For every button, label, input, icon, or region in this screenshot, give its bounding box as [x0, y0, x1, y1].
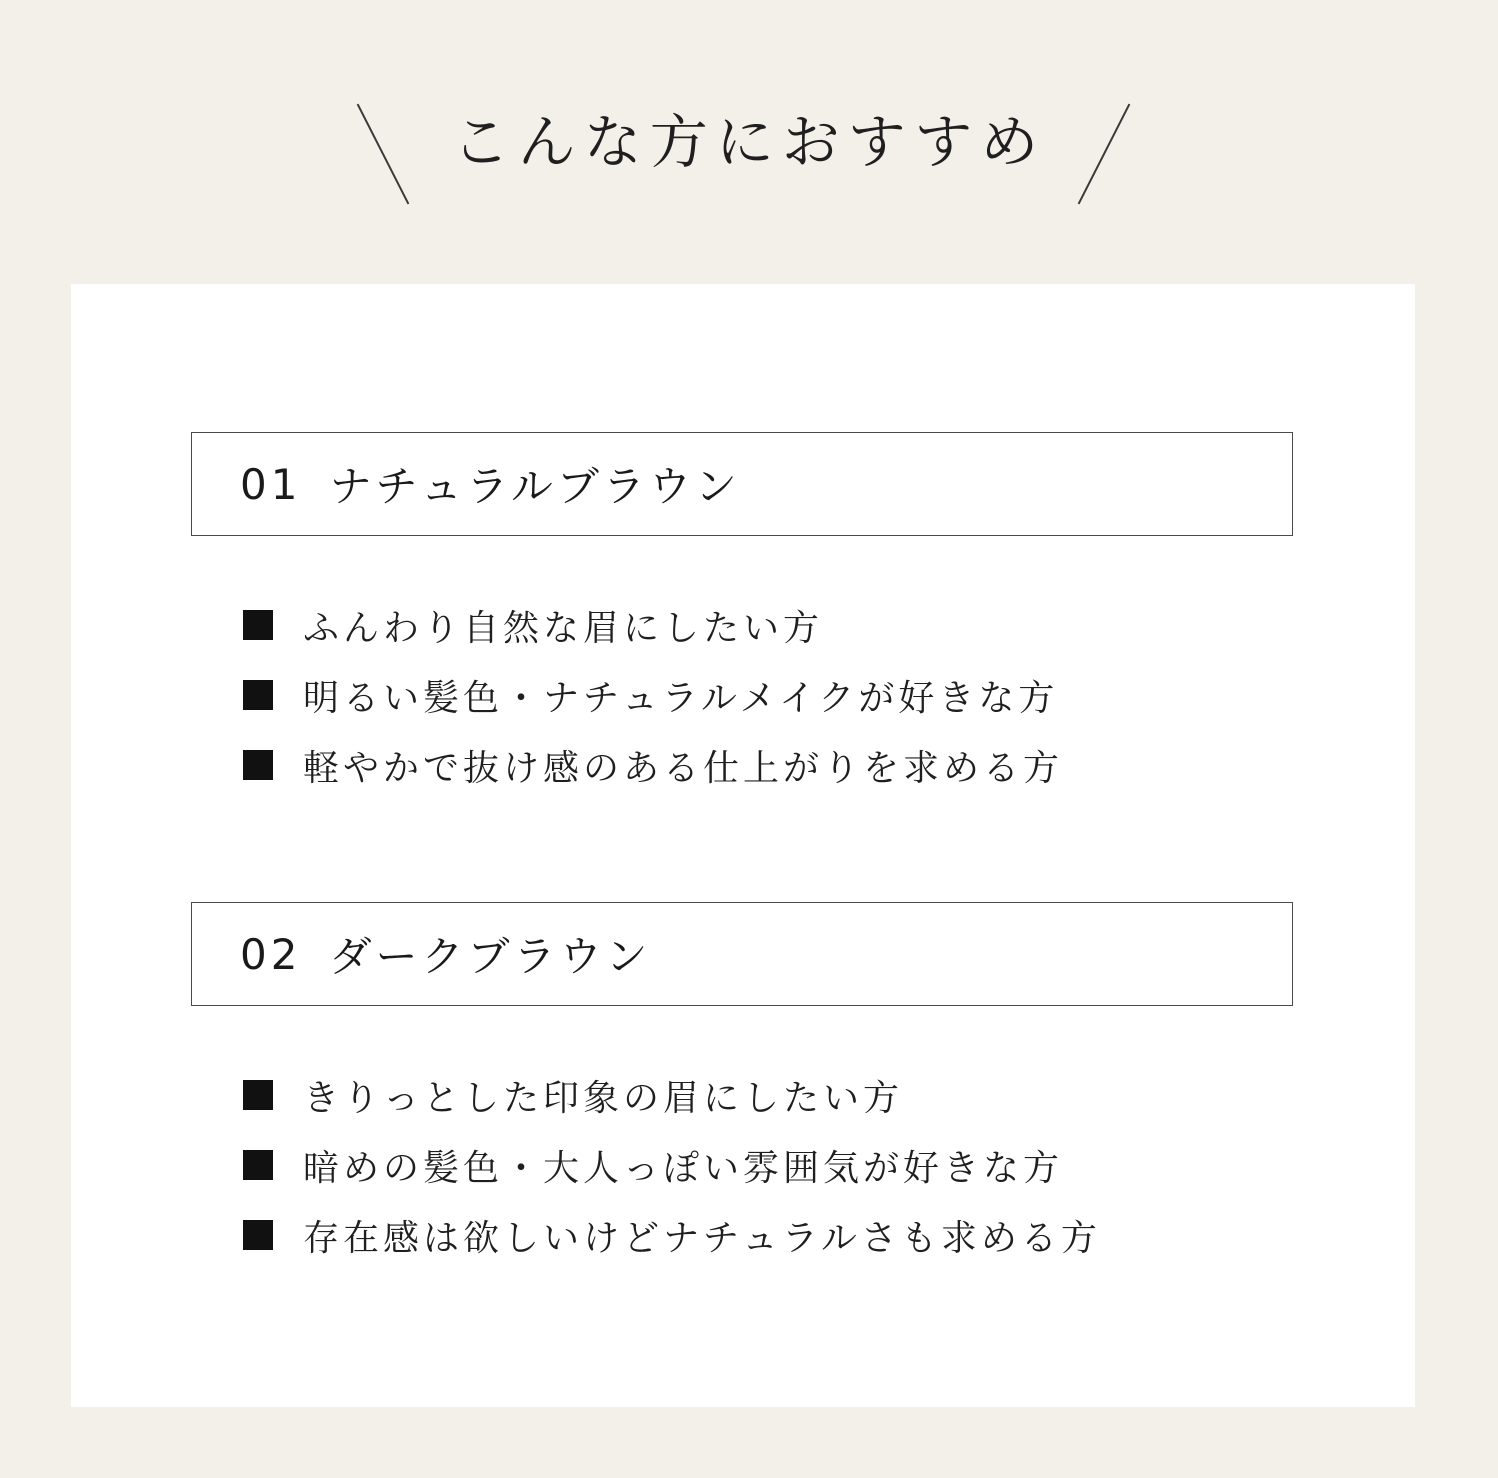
list-item-text: ふんわり自然な眉にしたい方 [303, 607, 824, 649]
section-natural-brown [191, 432, 1295, 800]
section-number: 01 [240, 459, 302, 509]
list-item [191, 1060, 1295, 1130]
list-item-text: 存在感は欲しいけどナチュラルさも求める方 [303, 1217, 1101, 1259]
square-bullet-icon [243, 610, 273, 640]
list-item [191, 1130, 1295, 1200]
square-bullet-icon [243, 750, 273, 780]
list-item-text: 軽やかで抜け感のある仕上がりを求める方 [303, 747, 1064, 789]
section-header [191, 902, 1293, 1006]
recommendation-card [71, 284, 1415, 1407]
section-number: 02 [240, 929, 302, 979]
recommendation-list [191, 590, 1295, 800]
page-title: こんな方におすすめ [451, 108, 1047, 176]
square-bullet-icon [243, 680, 273, 710]
section-title: ナチュラルブラウン [329, 462, 741, 511]
list-item-text: 明るい髪色・ナチュラルメイクが好きな方 [303, 677, 1059, 719]
section-header [191, 432, 1293, 536]
square-bullet-icon [243, 1080, 273, 1110]
list-item [191, 730, 1295, 800]
page-heading [0, 0, 1498, 240]
square-bullet-icon [243, 1150, 273, 1180]
list-item [191, 1200, 1295, 1270]
list-item [191, 590, 1295, 660]
square-bullet-icon [243, 1220, 273, 1250]
section-title: ダークブラウン [329, 932, 652, 981]
list-item-text: きりっとした印象の眉にしたい方 [303, 1077, 904, 1119]
list-item [191, 660, 1295, 730]
list-item-text: 暗めの髪色・大人っぽい雰囲気が好きな方 [303, 1147, 1064, 1189]
recommendation-list [191, 1060, 1295, 1270]
section-dark-brown [191, 902, 1295, 1270]
